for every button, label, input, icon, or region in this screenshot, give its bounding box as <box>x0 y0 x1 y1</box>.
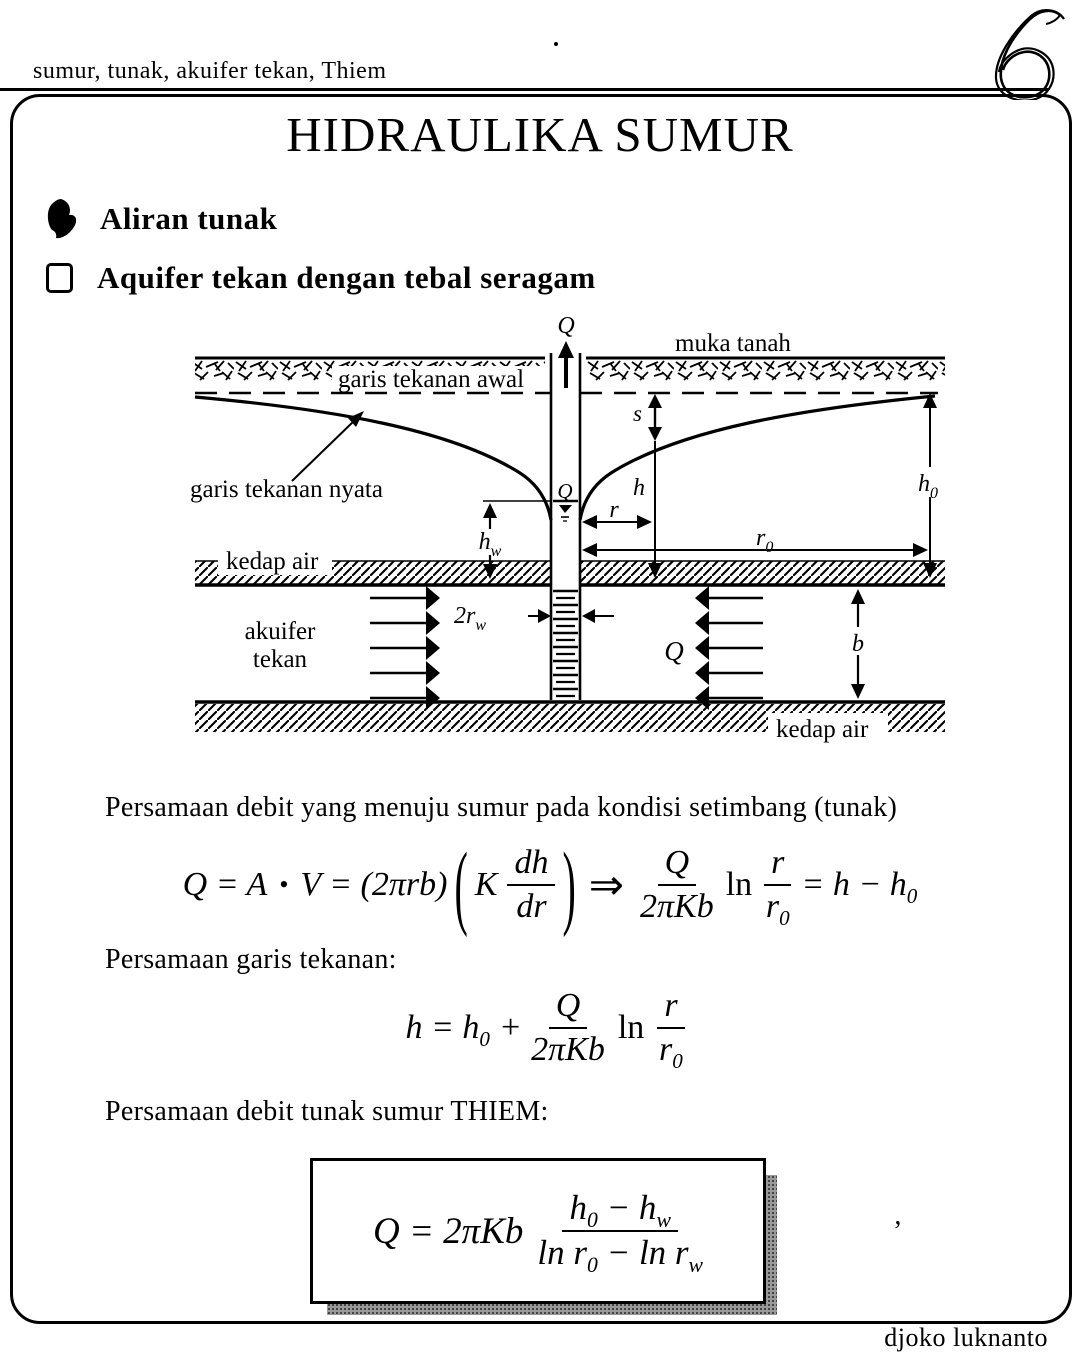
page-title: HIDRAULIKA SUMUR <box>286 107 794 162</box>
equation-pressure-line <box>330 980 760 1075</box>
eq1-lhs: Q = A <box>182 866 268 903</box>
fraction-thiem: $\frac{h_0 - h_w}{\ln r_0 - \ln r_w}$ <box>537 1188 704 1277</box>
numeral-6-outline <box>988 6 1070 100</box>
dim-s <box>648 394 662 441</box>
header-keywords: sumur, tunak, akuifer tekan, Thiem <box>33 58 387 84</box>
square-bullet-icon <box>46 263 73 293</box>
label-muka-tanah: muka tanah <box>675 330 791 357</box>
label-r: r <box>609 497 619 523</box>
well-water-level <box>483 501 578 521</box>
label-garis-tekanan-nyata: garis tekanan nyata <box>190 476 383 503</box>
fraction-r-r0: $\frac{r}{r_0}$ <box>765 844 790 930</box>
eq1-rhs: = $h - h_0$ <box>801 866 918 908</box>
flow-arrows-left <box>370 586 440 710</box>
page-number-handwritten <box>988 6 1070 100</box>
label-2rw: $2r_w$ <box>453 603 486 634</box>
label-kedap-air-top: kedap air <box>226 548 319 575</box>
big-right-paren: ) <box>562 832 576 938</box>
eq1-mid: V = (2πrb) <box>300 866 448 903</box>
bullet-label: Aliran tunak <box>100 201 278 236</box>
bullet-aliran-tunak <box>46 198 277 240</box>
eq2-lhs: $h = h_0$ <box>405 1008 490 1051</box>
flow-arrows-right <box>695 586 763 710</box>
ground-surface <box>195 358 945 382</box>
bullet-label: Aquifer tekan dengan tebal seragam <box>97 260 596 295</box>
label-hw: $h_w$ <box>478 529 502 560</box>
label-b: b <box>852 631 864 657</box>
section-1-caption: Persamaan debit yang menuju sumur pada kondisi setimbang (tunak) <box>105 792 898 823</box>
big-left-paren: ( <box>454 832 468 938</box>
ln-operator: ln <box>725 866 753 903</box>
label-h: h <box>633 475 645 501</box>
label-q-flow: Q <box>664 636 684 666</box>
scan-stray-mark: ’ <box>893 1216 903 1247</box>
fraction-dh-dr: $\frac{dh}{dr}$ <box>507 845 555 924</box>
eq1-K: K <box>474 866 498 903</box>
well-screen <box>553 591 578 696</box>
fraction-r-r0: $\frac{r}{r_0}$ <box>659 986 683 1073</box>
label-r0: $r_0$ <box>756 525 774 556</box>
section-3-caption: Persamaan debit tunak sumur THIEM: <box>105 1096 549 1127</box>
curve-pointer-arrow <box>292 411 364 481</box>
header-underline <box>0 88 1048 91</box>
label-akuifer: akuifer <box>244 618 316 645</box>
thiem-equation-box <box>310 1158 766 1304</box>
label-tekan: tekan <box>252 646 308 673</box>
label-garis-tekanan-awal: garis tekanan awal <box>338 366 525 393</box>
implies-arrow: ⇒ <box>588 863 624 909</box>
dim-h <box>648 441 662 578</box>
leaf-ornament-icon <box>46 198 76 240</box>
label-h0: $h_0$ <box>918 471 938 502</box>
fraction-q-2pikb: $\frac{Q}{\text{2πKb}}$ <box>531 986 605 1068</box>
label-kedap-air-bottom: kedap air <box>776 716 869 743</box>
label-q-top: Q <box>557 315 575 339</box>
author-credit: djoko luknanto <box>884 1323 1048 1352</box>
ln-operator: ln <box>617 1008 645 1046</box>
section-2-caption: Persamaan garis tekanan: <box>105 944 397 975</box>
fraction-q-2pikb: $\frac{Q}{\text{2πKb}}$ <box>639 844 714 925</box>
dot-operator: • <box>279 870 289 899</box>
bullet-aquifer-tekan <box>46 260 596 296</box>
water-mark-symbol: Q <box>557 479 573 503</box>
dim-r0 <box>582 543 928 557</box>
plus-operator: + <box>500 1008 521 1046</box>
scan-artifact-dot <box>554 42 558 46</box>
eq3-lhs: Q = 2πKb <box>372 1210 524 1252</box>
equation-discharge <box>110 833 990 937</box>
well-diagram <box>190 315 950 745</box>
pump-discharge-arrow <box>558 341 574 388</box>
label-s: s <box>633 401 642 426</box>
